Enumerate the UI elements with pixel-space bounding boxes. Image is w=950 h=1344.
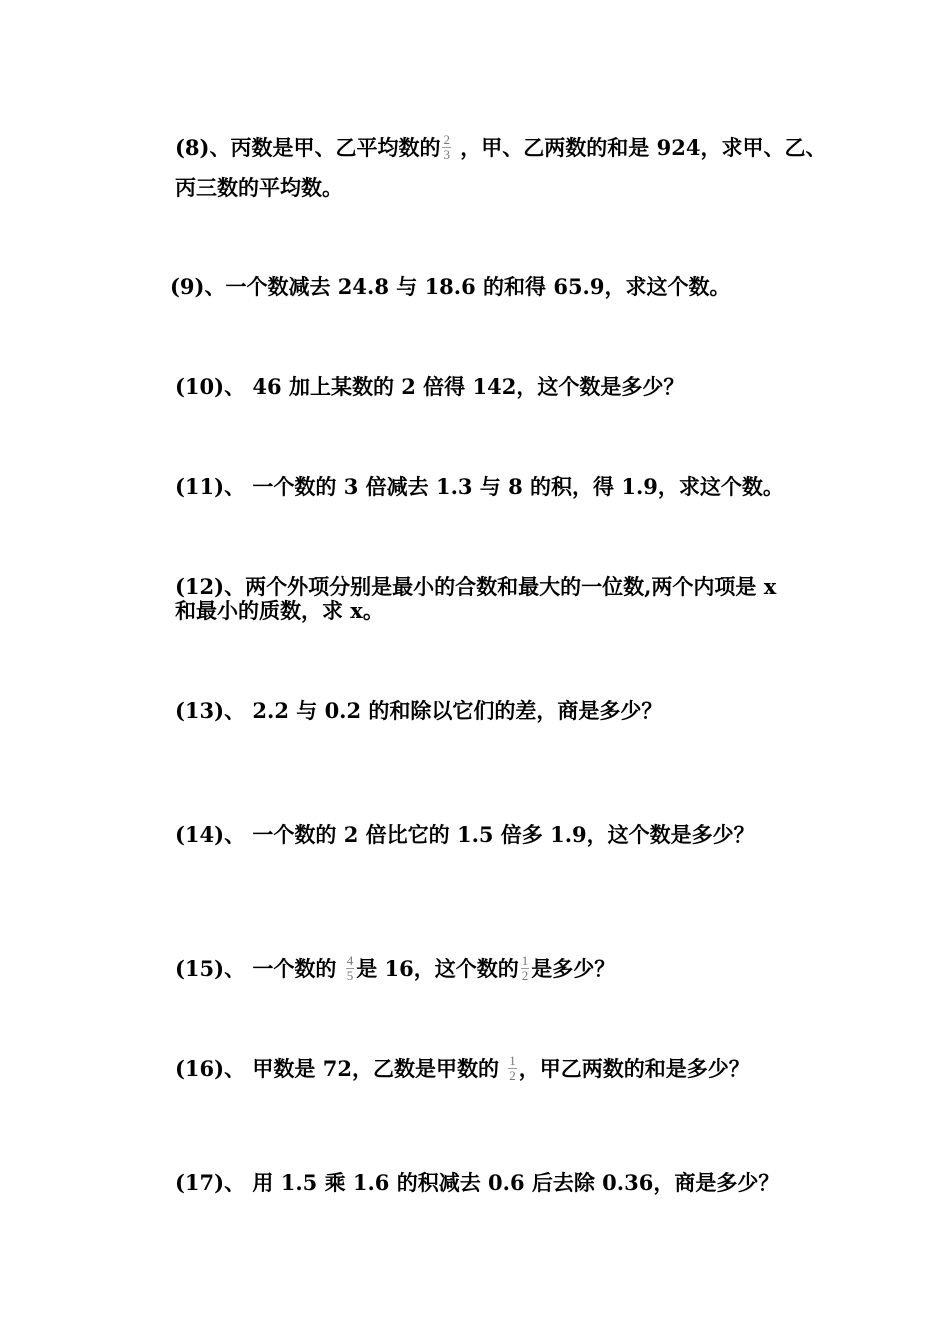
problem-text: (15)、 一个数的 [175, 956, 344, 981]
problem-line [175, 174, 343, 202]
fraction [346, 954, 355, 983]
problem-line [175, 473, 784, 501]
problem-line [175, 697, 662, 725]
problem-line [170, 273, 730, 301]
fraction-numerator: 4 [346, 953, 354, 968]
problem-line [175, 373, 684, 401]
problem-line [175, 1169, 779, 1197]
problem-text: 丙三数的平均数。 [175, 175, 343, 200]
problem-line [175, 134, 826, 164]
fraction-denominator: 2 [509, 1068, 516, 1083]
problem-text: (11)、 一个数的 3 倍减去 1.3 与 8 的积，得 1.9，求这个数。 [175, 474, 784, 499]
problem-text: ，甲、乙两数的和是 924，求甲、乙、 [452, 135, 827, 160]
problem-line [175, 1055, 750, 1085]
problem-text: 和最小的质数，求 x。 [175, 598, 384, 623]
fraction-numerator: 1 [521, 953, 529, 968]
problem-text: 是多少？ [531, 956, 616, 981]
problem-text: (16)、 甲数是 72，乙数是甲数的 [175, 1056, 507, 1081]
problem-text: (13)、 2.2 与 0.2 的和除以它们的差，商是多少？ [175, 698, 663, 723]
fraction [442, 133, 451, 162]
problem-text: (9)、一个数减去 24.8 与 18.6 的和得 65.9，求这个数。 [170, 274, 731, 299]
problem-text: (10)、 46 加上某数的 2 倍得 142，这个数是多少？ [175, 374, 685, 399]
problem-line [175, 821, 755, 849]
problem-line [175, 955, 615, 985]
fraction [508, 1054, 517, 1083]
fraction-denominator: 2 [521, 968, 529, 983]
fraction-numerator: 1 [509, 1053, 516, 1068]
problem-line [175, 597, 384, 625]
problem-text: 是 16，这个数的 [356, 956, 519, 981]
fraction-denominator: 5 [346, 968, 354, 983]
problem-text: (12)、两个外项分别是最小的合数和最大的一位数,两个内项是 x [175, 574, 777, 599]
problem-text: (14)、 一个数的 2 倍比它的 1.5 倍多 1.9，这个数是多少？ [175, 822, 755, 847]
fraction-denominator: 3 [443, 147, 450, 162]
fraction-numerator: 2 [443, 132, 450, 147]
problem-text: (8)、丙数是甲、乙平均数的 [175, 135, 441, 160]
fraction [521, 954, 530, 983]
problem-text: ，甲乙两数的和是多少？ [518, 1056, 750, 1081]
problem-text: (17)、 用 1.5 乘 1.6 的积减去 0.6 后去除 0.36，商是多少？ [175, 1170, 780, 1195]
